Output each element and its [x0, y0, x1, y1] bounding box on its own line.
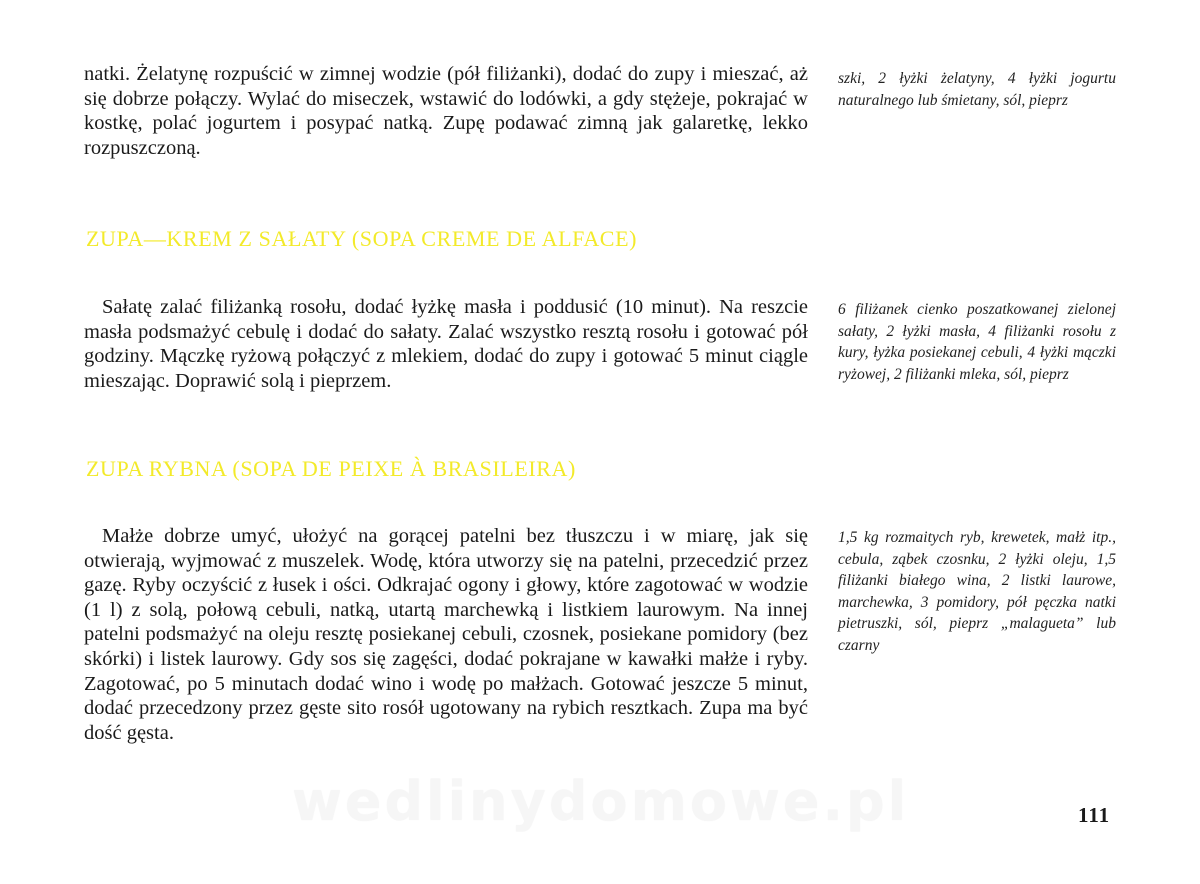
intro-ingredients: szki, 2 łyżki żelatyny, 4 łyżki jogurtu naturalnego lub śmietany, sól, pieprz	[838, 70, 1116, 109]
watermark: wedlinydomowe.pl	[292, 770, 910, 833]
fish-soup-ingredients: 1,5 kg rozmaitych ryb, krewetek, małż itp., cebula, ząbek czosnku, 2 łyżki oleju, 1,5 filiżanki białego wina, 2 listki laurowe, marchewka, 3 pomidory, pół pęczka natki pietruszki, sól, pieprz „malagueta” lub czarny	[838, 529, 1116, 654]
lettuce-soup-ingredients: 6 filiżanek cienko poszatkowanej zielonej sałaty, 2 łyżki masła, 4 filiżanki rosołu z kury, łyżka posiekanej cebuli, 4 łyżki mączki ryżowej, 2 filiżanki mleka, sól, pieprz	[838, 301, 1116, 383]
heading-fish-soup: ZUPA RYBNA (SOPA DE PEIXE À BRASILEIRA)	[86, 456, 576, 481]
lettuce-soup-instructions: Sałatę zalać filiżanką rosołu, dodać łyżkę masła i poddusić (10 minut). Na reszcie masła podsmażyć cebulę i dodać do sałaty. Zalać wszystko resztą rosołu i gotować pół godziny. Mączkę ryżową połączyć z mlekiem, dodać do zupy i gotować 5 minut ciągle mieszając. Doprawić solą i pieprzem.	[84, 296, 808, 392]
page-number: 111	[1078, 803, 1111, 827]
fish-soup-instructions: Małże dobrze umyć, ułożyć na gorącej patelni bez tłuszczu i w miarę, jak się otwierają, wyjmować z muszelek. Wodę, która utworzy się na patelni, przecedzić przez gazę. Ryby oczyścić z łusek i ości. Odkrajać ogony i głowy, które zagotować w wodzie (1 l) z solą, połową cebuli, natką, utartą marchewką i listkiem laurowym. Na innej patelni podsmażyć na oleju resztę posiekanej cebuli, czosnek, posiekane pomidory (bez skórki) i listek laurowy. Gdy sos się zagęści, dodać pokrajane w kawałki małże i ryby. Zagotować, po 5 minutach dodać wino i wodę po małżach. Gotować jeszcze 5 minut, dodać przecedzony przez gęste sito rosół ugotowany na rybich resztkach. Zupa ma być dość gęsta.	[84, 525, 808, 744]
intro-paragraph: natki. Żelatynę rozpuścić w zimnej wodzie (pół filiżanki), dodać do zupy i mieszać, aż się dobrze połączy. Wylać do miseczek, wstawić do lodówki, a gdy stężeje, pokrajać w kostkę, polać jogurtem i posypać natką. Zupę podawać zimną jak galaretkę, lekko rozpuszczoną.	[84, 63, 808, 159]
heading-lettuce-soup: ZUPA—KREM Z SAŁATY (SOPA CREME DE ALFACE)	[86, 226, 638, 251]
